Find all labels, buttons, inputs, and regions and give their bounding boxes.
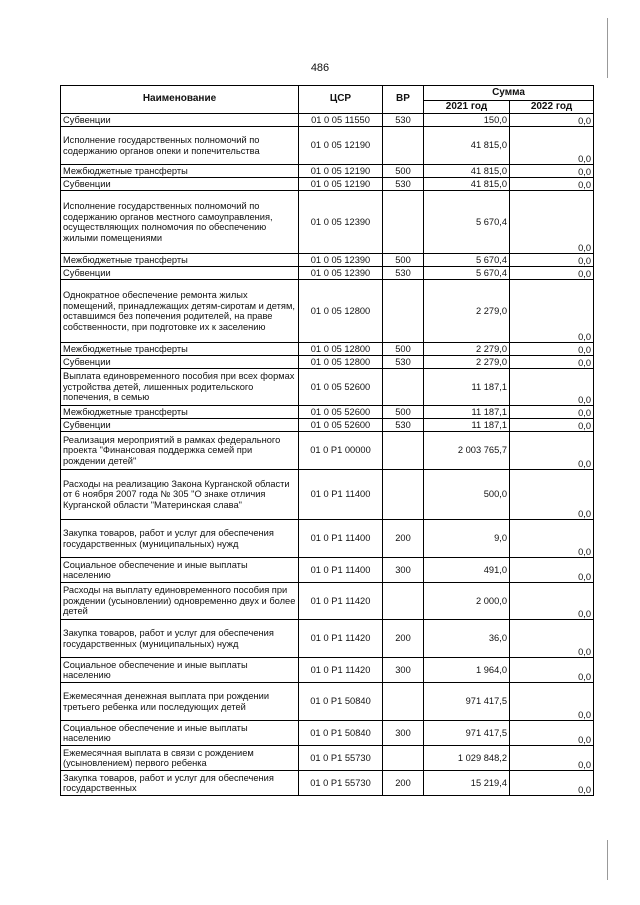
row-sum-2021: 41 815,0 — [424, 127, 510, 165]
row-sum-2022: 0,0 — [510, 343, 594, 356]
row-sum-2021: 11 187,1 — [424, 419, 510, 432]
row-sum-2021: 1 964,0 — [424, 658, 510, 683]
row-sum-2022: 0,0 — [510, 369, 594, 406]
table-row — [61, 746, 594, 771]
row-sum-2021: 2 279,0 — [424, 280, 510, 343]
row-name: Субвенции — [61, 419, 299, 432]
row-name: Социальное обеспечение и иные выплаты населению — [61, 721, 299, 746]
row-sum-2021: 9,0 — [424, 520, 510, 558]
row-vr: 500 — [383, 343, 424, 356]
row-sum-2021: 11 187,1 — [424, 406, 510, 419]
row-sum-2021: 5 670,4 — [424, 191, 510, 254]
table-row — [61, 356, 594, 369]
row-csr: 01 0 05 12800 — [299, 356, 383, 369]
row-sum-2021: 971 417,5 — [424, 683, 510, 721]
row-csr: 01 0 05 12190 — [299, 127, 383, 165]
row-sum-2021: 41 815,0 — [424, 165, 510, 178]
table-row — [61, 620, 594, 658]
table-row — [61, 127, 594, 165]
row-name: Субвенции — [61, 178, 299, 191]
row-csr: 01 0 05 52600 — [299, 406, 383, 419]
row-sum-2021: 36,0 — [424, 620, 510, 658]
row-sum-2021: 150,0 — [424, 114, 510, 127]
row-sum-2022: 0,0 — [510, 583, 594, 620]
header-csr: ЦСР — [299, 86, 383, 114]
row-csr: 01 0 05 12800 — [299, 343, 383, 356]
row-sum-2022: 0,0 — [510, 127, 594, 165]
row-name: Субвенции — [61, 114, 299, 127]
row-name: Социальное обеспечение и иные выплаты населению — [61, 658, 299, 683]
row-name: Закупка товаров, работ и услуг для обеспечения государственных — [61, 771, 299, 796]
row-vr — [383, 583, 424, 620]
table-row — [61, 658, 594, 683]
row-csr: 01 0 P1 11400 — [299, 558, 383, 583]
row-name: Межбюджетные трансферты — [61, 343, 299, 356]
row-sum-2022: 0,0 — [510, 771, 594, 796]
row-name: Закупка товаров, работ и услуг для обеспечения государственных (муниципальных) нужд — [61, 520, 299, 558]
row-name: Реализация мероприятий в рамках федерального проекта "Финансовая поддержка семей при рождении детей" — [61, 432, 299, 470]
row-sum-2021: 5 670,4 — [424, 254, 510, 267]
row-vr: 200 — [383, 520, 424, 558]
table-row — [61, 191, 594, 254]
row-vr: 530 — [383, 114, 424, 127]
row-name: Расходы на реализацию Закона Курганской области от 6 ноября 2007 года № 305 "О знаке отличия Курганской области "Материнская слава" — [61, 470, 299, 520]
row-sum-2022: 0,0 — [510, 520, 594, 558]
table-row — [61, 558, 594, 583]
row-sum-2021: 41 815,0 — [424, 178, 510, 191]
row-name: Межбюджетные трансферты — [61, 165, 299, 178]
row-sum-2021: 1 029 848,2 — [424, 746, 510, 771]
row-csr: 01 0 P1 50840 — [299, 721, 383, 746]
row-sum-2022: 0,0 — [510, 356, 594, 369]
row-vr: 200 — [383, 620, 424, 658]
row-csr: 01 0 P1 55730 — [299, 746, 383, 771]
table-row — [61, 771, 594, 796]
row-sum-2022: 0,0 — [510, 165, 594, 178]
row-name: Расходы на выплату единовременного пособия при рождении (усыновлении) одновременно двух и более детей — [61, 583, 299, 620]
table-row — [61, 178, 594, 191]
row-vr: 500 — [383, 165, 424, 178]
scan-edge-mark — [607, 18, 608, 78]
row-csr: 01 0 P1 11420 — [299, 583, 383, 620]
row-name: Закупка товаров, работ и услуг для обеспечения государственных (муниципальных) нужд — [61, 620, 299, 658]
row-name: Межбюджетные трансферты — [61, 406, 299, 419]
row-sum-2022: 0,0 — [510, 254, 594, 267]
row-sum-2021: 2 279,0 — [424, 356, 510, 369]
row-name: Субвенции — [61, 356, 299, 369]
row-csr: 01 0 P1 11400 — [299, 520, 383, 558]
table-row — [61, 721, 594, 746]
row-vr — [383, 369, 424, 406]
table-row — [61, 470, 594, 520]
row-sum-2022: 0,0 — [510, 406, 594, 419]
table-row — [61, 419, 594, 432]
row-sum-2022: 0,0 — [510, 419, 594, 432]
row-vr: 500 — [383, 254, 424, 267]
row-csr: 01 0 05 12390 — [299, 267, 383, 280]
row-csr: 01 0 P1 11420 — [299, 620, 383, 658]
row-csr: 01 0 05 12390 — [299, 254, 383, 267]
row-name: Социальное обеспечение и иные выплаты населению — [61, 558, 299, 583]
row-name: Исполнение государственных полномочий по содержанию органов местного самоуправления, осуществляющих полномочия по обеспечению жилыми помещениями — [61, 191, 299, 254]
row-name: Ежемесячная денежная выплата при рождении третьего ребенка или последующих детей — [61, 683, 299, 721]
row-sum-2022: 0,0 — [510, 178, 594, 191]
row-vr: 300 — [383, 558, 424, 583]
row-sum-2021: 2 003 765,7 — [424, 432, 510, 470]
table-row — [61, 254, 594, 267]
row-sum-2022: 0,0 — [510, 267, 594, 280]
table-row — [61, 406, 594, 419]
row-vr: 300 — [383, 721, 424, 746]
row-csr: 01 0 05 52600 — [299, 419, 383, 432]
header-sum: Сумма — [424, 86, 594, 101]
row-sum-2021: 491,0 — [424, 558, 510, 583]
row-vr: 500 — [383, 406, 424, 419]
row-sum-2021: 11 187,1 — [424, 369, 510, 406]
row-csr: 01 0 05 52600 — [299, 369, 383, 406]
row-sum-2022: 0,0 — [510, 746, 594, 771]
row-csr: 01 0 P1 00000 — [299, 432, 383, 470]
row-sum-2022: 0,0 — [510, 470, 594, 520]
row-name: Субвенции — [61, 267, 299, 280]
row-vr — [383, 127, 424, 165]
row-sum-2022: 0,0 — [510, 620, 594, 658]
row-sum-2022: 0,0 — [510, 683, 594, 721]
table-row — [61, 165, 594, 178]
row-sum-2022: 0,0 — [510, 280, 594, 343]
budget-table — [60, 85, 594, 796]
row-csr: 01 0 05 12190 — [299, 178, 383, 191]
row-csr: 01 0 P1 11420 — [299, 658, 383, 683]
row-sum-2022: 0,0 — [510, 558, 594, 583]
row-name: Однократное обеспечение ремонта жилых помещений, принадлежащих детям-сиротам и детям, оставшимся без попечения родителей, на праве собственности, при подготовке их к заселению — [61, 280, 299, 343]
table-row — [61, 280, 594, 343]
page-number: 486 — [310, 62, 330, 74]
row-vr: 530 — [383, 178, 424, 191]
row-name: Межбюджетные трансферты — [61, 254, 299, 267]
row-sum-2021: 971 417,5 — [424, 721, 510, 746]
row-sum-2021: 2 279,0 — [424, 343, 510, 356]
row-vr — [383, 746, 424, 771]
row-vr: 530 — [383, 419, 424, 432]
row-csr: 01 0 05 12190 — [299, 165, 383, 178]
header-2022: 2022 год — [510, 101, 594, 114]
row-sum-2021: 500,0 — [424, 470, 510, 520]
row-name: Выплата единовременного пособия при всех формах устройства детей, лишенных родительского попечения, в семью — [61, 369, 299, 406]
row-vr: 300 — [383, 658, 424, 683]
row-vr — [383, 432, 424, 470]
row-csr: 01 0 05 12390 — [299, 191, 383, 254]
row-sum-2021: 5 670,4 — [424, 267, 510, 280]
row-sum-2021: 2 000,0 — [424, 583, 510, 620]
row-vr — [383, 470, 424, 520]
table-row — [61, 114, 594, 127]
row-sum-2022: 0,0 — [510, 721, 594, 746]
table-row — [61, 432, 594, 470]
row-sum-2022: 0,0 — [510, 432, 594, 470]
scan-edge-mark — [607, 840, 608, 880]
row-vr: 200 — [383, 771, 424, 796]
row-csr: 01 0 05 12800 — [299, 280, 383, 343]
table-row — [61, 369, 594, 406]
row-csr: 01 0 P1 50840 — [299, 683, 383, 721]
row-csr: 01 0 05 11550 — [299, 114, 383, 127]
row-name: Ежемесячная выплата в связи с рождением (усыновлением) первого ребенка — [61, 746, 299, 771]
table-row — [61, 583, 594, 620]
row-vr — [383, 191, 424, 254]
header-name: Наименование — [61, 86, 299, 114]
table-row — [61, 343, 594, 356]
table-row — [61, 267, 594, 280]
table-row — [61, 520, 594, 558]
row-sum-2021: 15 219,4 — [424, 771, 510, 796]
row-vr: 530 — [383, 267, 424, 280]
header-vr: ВР — [383, 86, 424, 114]
row-sum-2022: 0,0 — [510, 114, 594, 127]
row-sum-2022: 0,0 — [510, 191, 594, 254]
table-row — [61, 683, 594, 721]
row-vr — [383, 280, 424, 343]
row-vr: 530 — [383, 356, 424, 369]
header-2021: 2021 год — [424, 101, 510, 114]
row-vr — [383, 683, 424, 721]
row-name: Исполнение государственных полномочий по содержанию органов опеки и попечительства — [61, 127, 299, 165]
row-csr: 01 0 P1 11400 — [299, 470, 383, 520]
row-csr: 01 0 P1 55730 — [299, 771, 383, 796]
row-sum-2022: 0,0 — [510, 658, 594, 683]
